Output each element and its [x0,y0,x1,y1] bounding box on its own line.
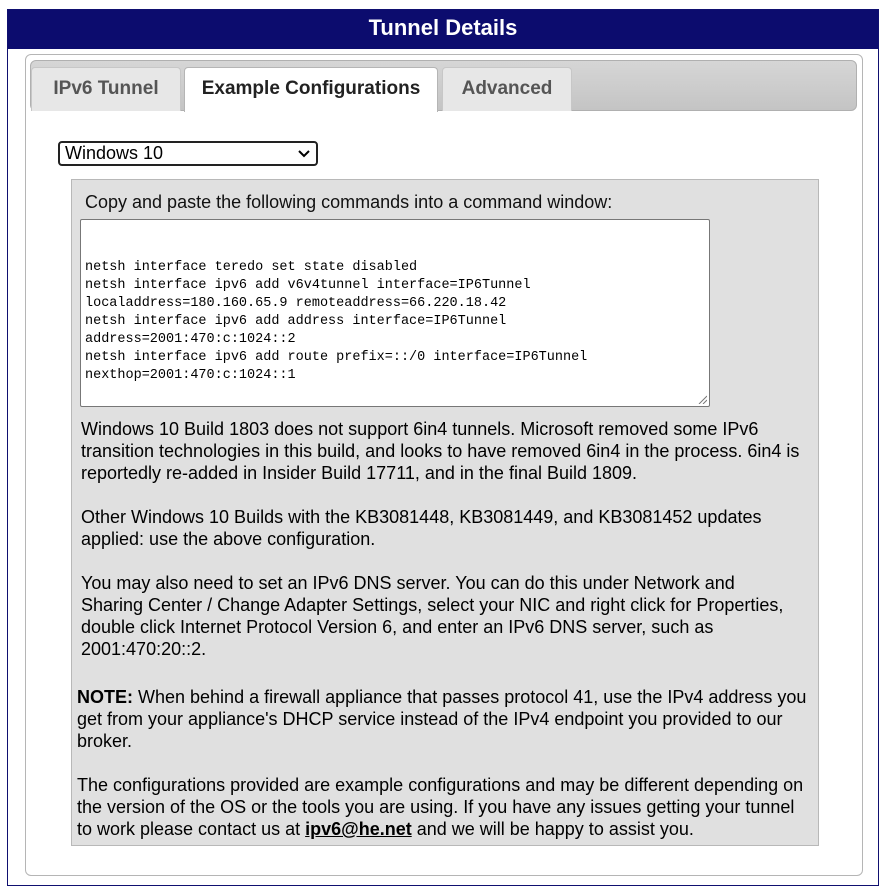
command-line: netsh interface ipv6 add v6v4tunnel interface=IP6Tunnel [85,278,531,293]
command-line: netsh interface ipv6 add route prefix=::/0 interface=IP6Tunnel [85,350,588,365]
build-1803-note: Windows 10 Build 1803 does not support 6in4 tunnels. Microsoft removed some IPv6 transition technologies in this build, and looks to have removed 6in4 in the process. 6in4 is reportedly re-added in Insider Build 17711, and in the final Build 1809. [81,419,800,483]
commands-textarea[interactable] [80,219,710,407]
note-text: When behind a firewall appliance that passes protocol 41, use the IPv4 address you get from your appliance's DHCP service instead of the IPv4 endpoint you provided to our broker. [77,687,807,751]
footer-text-after: and we will be happy to assist you. [411,819,694,839]
support-footer [77,774,812,840]
resize-grip-icon[interactable] [697,394,707,404]
config-box [71,179,819,846]
tunnel-details-panel [7,9,879,886]
firewall-note [77,686,807,752]
footer-text-before: The configurations provided are example configurations and may be different depending on the version of the OS or the tools you are using. If you have any issues getting your tunnel to work please contact us at [77,775,804,839]
os-select-value: Windows 10 [65,143,164,163]
note-label: NOTE: [77,687,133,707]
command-line: address=2001:470:c:1024::2 [85,332,296,347]
command-line: localaddress=180.160.65.9 remoteaddress=66.220.18.42 [85,296,507,311]
kb-updates-note: Other Windows 10 Builds with the KB3081448, KB3081449, and KB3081452 updates applied: use the above configuration. [81,507,762,549]
tab-example-configurations[interactable]: Example Configurations [184,67,438,112]
tab-container [25,54,863,876]
tab-advanced[interactable]: Advanced [442,67,572,111]
os-select-dropdown[interactable] [58,141,318,166]
support-email-link[interactable]: ipv6@he.net [305,819,412,839]
command-line: nexthop=2001:470:c:1024::1 [85,368,296,383]
panel-title: Tunnel Details [8,10,878,49]
config-intro: Copy and paste the following commands into a command window: [85,192,613,212]
command-line: netsh interface ipv6 add address interface=IP6Tunnel [85,314,507,329]
tab-bar [30,60,857,111]
command-line: netsh interface teredo set state disabled [85,260,418,275]
chevron-down-icon [298,144,310,170]
dns-server-note: You may also need to set an IPv6 DNS server. You can do this under Network and Sharing Center / Change Adapter Settings, select your NIC and right click for Properties, double click Internet Protocol Version 6, and enter an IPv6 DNS server, such as 2001:470:20::2. [81,573,784,659]
tab-ipv6-tunnel[interactable]: IPv6 Tunnel [31,67,181,111]
